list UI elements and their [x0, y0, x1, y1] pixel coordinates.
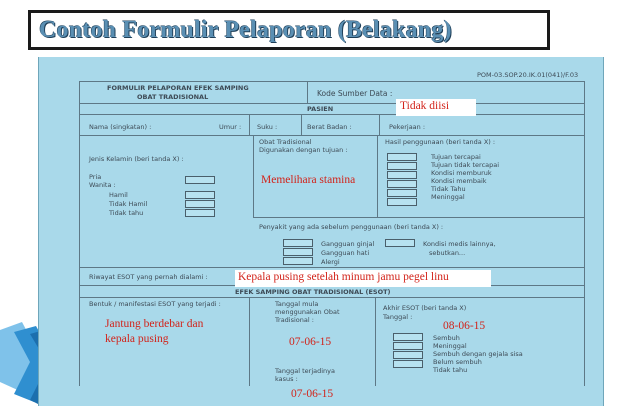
checkbox-hasil-5[interactable]: [387, 189, 417, 197]
tujuan-value: Memelihara stamina: [261, 174, 356, 186]
checkbox-belum-sembuh[interactable]: [393, 360, 423, 368]
kode-sumber-value: Tidak diisi: [400, 100, 450, 112]
checkbox-gejala-sisa[interactable]: [393, 351, 423, 359]
checkbox-hamil[interactable]: [185, 191, 215, 199]
bentuk-label: Bentuk / manifestasi ESOT yang terjadi :: [89, 300, 221, 308]
hasil-option-1: Tujuan tercapai: [431, 153, 481, 161]
checkbox-ginjal[interactable]: [283, 239, 313, 247]
gangguan-ginjal-label: Gangguan ginjal: [321, 240, 375, 248]
pekerjaan-label: Pekerjaan :: [389, 123, 426, 131]
tanggal-label: Tanggal :: [383, 313, 413, 321]
checkbox-hati[interactable]: [283, 248, 313, 256]
checkbox-hasil-6[interactable]: [387, 198, 417, 206]
gangguan-hati-label: Gangguan hati: [321, 249, 370, 257]
tanggal-akhir-value: 08-06-15: [443, 320, 486, 332]
checkbox-tidak-hamil[interactable]: [185, 200, 215, 208]
akhir-option-3: Sembuh dengan gejala sisa: [433, 350, 523, 358]
riwayat-value: Kepala pusing setelah minum jamu pegel linu: [238, 271, 449, 283]
tgl-mula-label-3: Tradisional :: [275, 316, 314, 324]
tgl-mula-label-1: Tanggal mula: [275, 300, 319, 308]
hasil-label: Hasil penggunaan (beri tanda X) :: [385, 138, 496, 146]
umur-label: Umur :: [219, 123, 242, 131]
akhir-label: Akhir ESOT (beri tanda X): [383, 304, 467, 312]
checkbox-sembuh[interactable]: [393, 333, 423, 341]
kondisi-medis-label-2: sebutkan...: [429, 249, 466, 257]
hasil-option-5: Tidak Tahu: [431, 185, 466, 193]
tanggal-mula-value: 07-06-15: [289, 336, 332, 348]
slide-title-box: [28, 10, 550, 50]
tidak-hamil-label: Tidak Hamil: [109, 200, 148, 208]
checkbox-kondisi-lain[interactable]: [385, 239, 415, 247]
suku-label: Suku :: [257, 123, 278, 131]
form-header-title-2: OBAT TRADISIONAL: [137, 93, 209, 101]
riwayat-label: Riwayat ESOT yang pernah dialami :: [89, 273, 208, 281]
checkbox-tidak-tahu[interactable]: [185, 209, 215, 217]
jenis-kelamin-label: Jenis Kelamin (beri tanda X) :: [89, 155, 184, 163]
section-esot: EFEK SAMPING OBAT TRADISIONAL (ESOT): [235, 288, 391, 296]
hasil-option-4: Kondisi membaik: [431, 177, 487, 185]
checkbox-alergi[interactable]: [283, 257, 313, 265]
alergi-label: Alergi: [321, 258, 340, 266]
tgl-mula-label-2: menggunakan Obat: [275, 308, 340, 316]
checkbox-pria[interactable]: [185, 176, 215, 184]
berat-label: Berat Badan :: [307, 123, 352, 131]
nama-label: Nama (singkatan) :: [89, 123, 152, 131]
tgl-kasus-label-1: Tanggal terjadinya: [275, 367, 335, 375]
tidak-tahu-label: Tidak tahu: [109, 209, 144, 217]
kondisi-medis-label-1: Kondisi medis lainnya,: [423, 240, 496, 248]
akhir-option-1: Sembuh: [433, 334, 460, 342]
obat-label-1: Obat Tradisional: [259, 138, 312, 146]
manifestasi-value-2: kepala pusing: [105, 333, 169, 345]
hasil-option-3: Kondisi memburuk: [431, 169, 492, 177]
wanita-label: Wanita :: [89, 181, 116, 189]
hamil-label: Hamil: [109, 191, 128, 199]
hasil-option-2: Tujuan tidak tercapai: [431, 161, 500, 169]
tgl-kasus-label-2: kasus :: [275, 375, 298, 383]
obat-label-2: Digunakan dengan tujuan :: [259, 146, 348, 154]
form-header-title-1: FORMULIR PELAPORAN EFEK SAMPING: [107, 84, 249, 92]
akhir-option-5: Tidak tahu: [433, 366, 468, 374]
checkbox-hasil-3[interactable]: [387, 171, 417, 179]
pria-label: Pria: [89, 173, 102, 181]
manifestasi-value-1: Jantung berdebar dan: [105, 318, 204, 330]
akhir-option-4: Belum sembuh: [433, 358, 482, 366]
scanned-form: [38, 57, 604, 406]
doc-code: POM-03.SOP.20.IK.01(041)/F.03: [477, 71, 579, 79]
checkbox-meninggal[interactable]: [393, 342, 423, 350]
tanggal-kasus-value: 07-06-15: [291, 388, 334, 400]
akhir-option-2: Meninggal: [433, 342, 467, 350]
checkbox-hasil-1[interactable]: [387, 153, 417, 161]
slide-title: Contoh Formulir Pelaporan (Belakang): [39, 17, 452, 43]
kode-sumber-label: Kode Sumber Data :: [317, 89, 393, 98]
hasil-option-6: Meninggal: [431, 193, 465, 201]
section-pasien: PASIEN: [307, 105, 334, 113]
penyakit-label: Penyakit yang ada sebelum penggunaan (beri tanda X) :: [259, 223, 444, 231]
checkbox-hasil-4[interactable]: [387, 180, 417, 188]
checkbox-hasil-2[interactable]: [387, 162, 417, 170]
